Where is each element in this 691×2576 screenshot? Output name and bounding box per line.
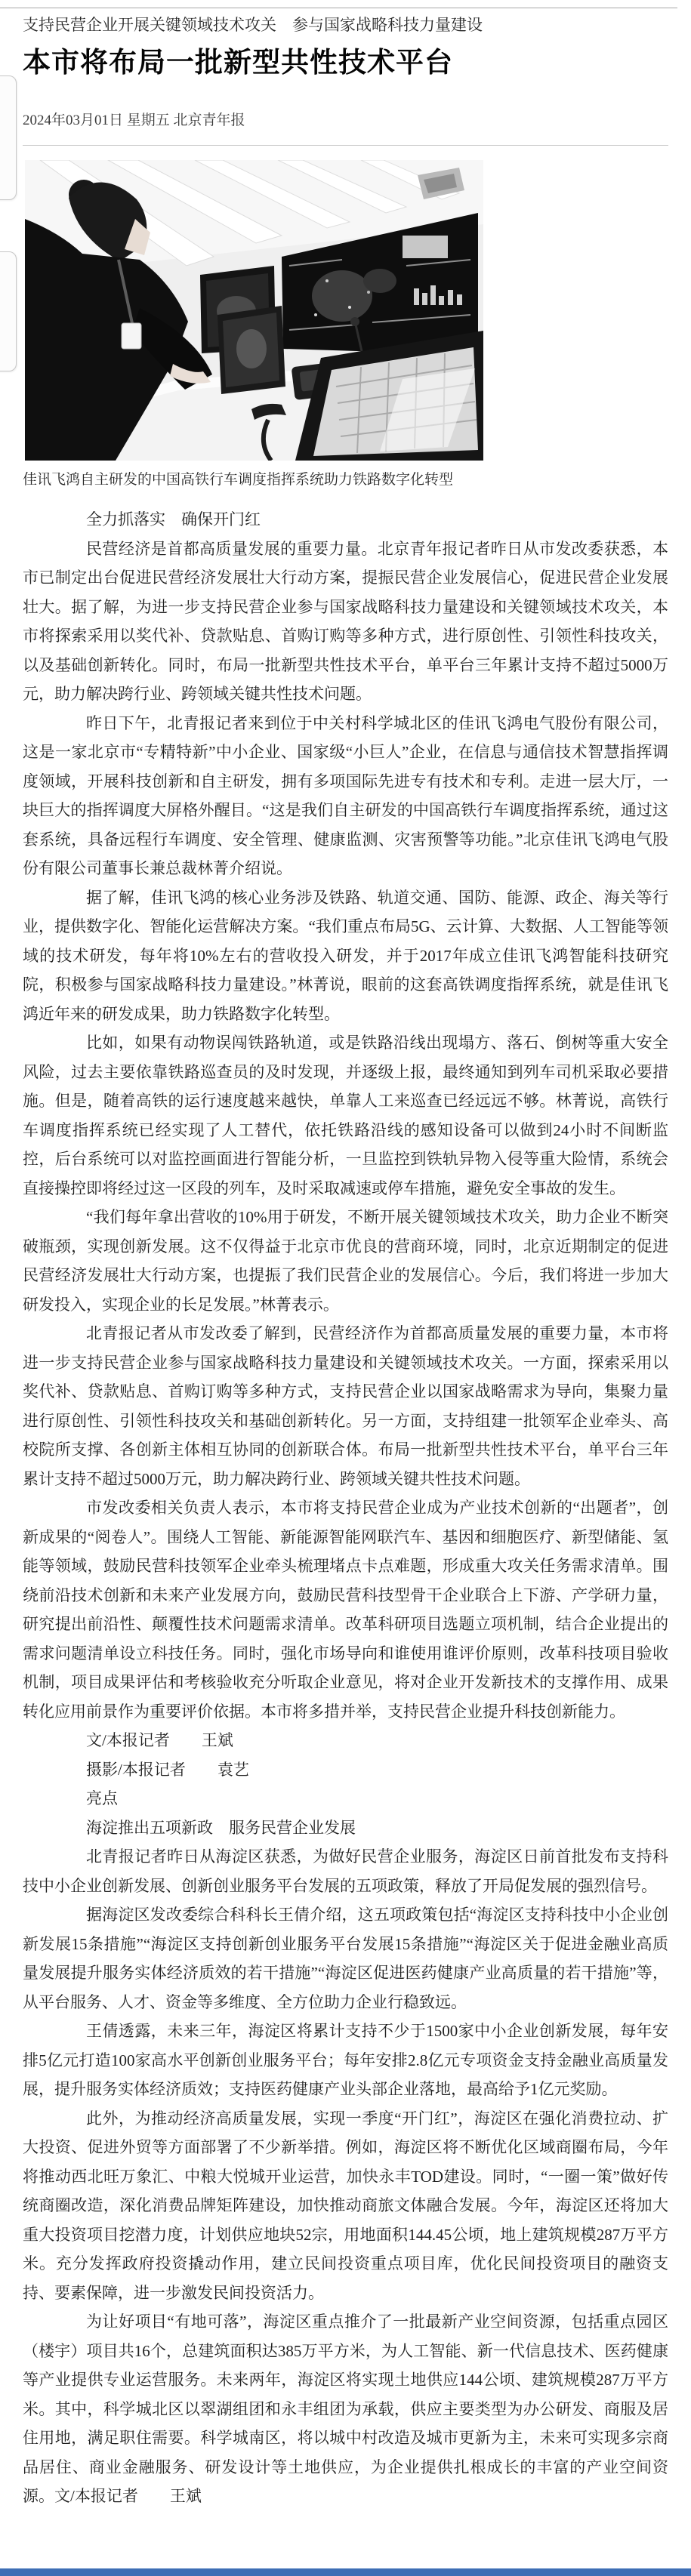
dateline: 2024年03月01日 星期五 北京青年报 bbox=[23, 112, 245, 128]
kicker: 支持民营企业开展关键领域技术攻关 参与国家战略科技力量建设 bbox=[23, 16, 483, 34]
control-room-photo-illustration bbox=[25, 160, 483, 461]
paragraph: 据了解，佳讯飞鸿的核心业务涉及铁路、轨道交通、国防、能源、政企、海关等行业，提供数字化、智能化运营解决方案。“我们重点布局5G、云计算、大数据、人工智能等领域的技术研发，每年将10%左右的营收投入研发，并于2017年成立佳讯飞鸿智能科技研究院，积极参与国家战略科技力量建设。”林菁说，眼前的这套高铁调度指挥系统，就是佳讯飞鸿近年来的研发成果，助力铁路数字化转型。 bbox=[23, 888, 668, 1023]
highlight-subhead: 海淀推出五项新政 服务民营企业发展 bbox=[86, 1818, 356, 1837]
paragraph: 市发改委相关负责人表示，本市将支持民营企业成为产业技术创新的“出题者”，创新成果的“阅卷人”。围绕人工智能、新能源智能网联汽车、基因和细胞医疗、新型储能、氢能等领域，鼓励民营科技领军企业牵头梳理堵点卡点难题，形成重大攻关任务需求清单。围绕前沿技术创新和未来产业发展方向，鼓励民营科技型骨干企业联合上下游、产学研力量，研究提出前沿性、颠覆性技术问题需求清单。改革科研项目选题立项机制，结合企业提出的需求问题清单设立科技任务。同时，强化市场导向和谁使用谁评价原则，改革科技项目验收机制，项目成果评估和考核验收充分听取企业意见，将对企业开发新技术的支撑作用、成果转化应用前景作为重要评价依据。本市将多措并举，支持民营企业提升科技创新能力。 bbox=[23, 1499, 668, 1721]
article-photo bbox=[25, 160, 483, 461]
paragraph: “我们每年拿出营收的10%用于研发，不断开展关键领域技术攻关，助力企业不断突破瓶颈，实现创新发展。这不仅得益于北京市优良的营商环境，同时，北京近期制定的促进民营经济发展壮大行动方案，也提振了我们民营企业的发展信心。今后，我们将进一步加大研发投入，实现企业的长足发展。”林菁表示。 bbox=[23, 1208, 668, 1314]
paragraph: 昨日下午，北青报记者来到位于中关村科学城北区的佳讯飞鸿电气股份有限公司，这是一家北京市“专精特新”中小企业、国家级“小巨人”企业，在信息与通信技术智慧指挥调度领域，开展科技创新和自主研发，拥有多项国际先进专有技术和专利。走进一层大厅，一块巨大的指挥调度大屏格外醒目。“这是我们自主研发的中国高铁行车调度指挥系统，通过这套系统，具备远程行车调度、安全管理、健康监测、灾害预警等功能。”北京佳讯飞鸿电气股份有限公司董事长兼总裁林菁介绍说。 bbox=[23, 713, 668, 877]
header-divider bbox=[23, 145, 668, 146]
subhead: 全力抓落实 确保开门红 bbox=[86, 510, 261, 528]
paragraph: 北青报记者从市发改委了解到，民营经济作为首都高质量发展的重要力量，本市将进一步支持民营企业参与国家战略科技力量建设和关键领域技术攻关。一方面，探索采用以奖代补、贷款贴息、首购订购等多种方式，支持民营企业以国家战略需求为导向，集聚力量进行原创性、引领性科技攻关和基础创新转化。另一方面，支持组建一批领军企业牵头、高校院所支撑、各创新主体相互协同的创新联合体。布局一批新型共性技术平台，单平台三年累计支持不超过5000万元，助力解决跨行业、跨领域关键共性技术问题。 bbox=[23, 1324, 668, 1488]
byline-text: 文/本报记者 王斌 bbox=[86, 1731, 233, 1749]
side-toolbar-button-2[interactable] bbox=[0, 251, 17, 371]
paragraph: 北青报记者昨日从海淀区获悉，为做好民营企业服务，海淀区日前首批发布支持科技中小企业创新发展、创新创业服务平台发展的五项政策，释放了开局促发展的强烈信号。 bbox=[23, 1847, 668, 1895]
main-paragraphs bbox=[23, 535, 668, 1727]
byline-photo: 摄影/本报记者 袁艺 bbox=[86, 1760, 249, 1779]
article-content bbox=[0, 15, 691, 2511]
photo-caption: 佳讯飞鸿自主研发的中国高铁行车调度指挥系统助力铁路数字化转型 bbox=[23, 472, 454, 488]
highlight-label: 亮点 bbox=[86, 1789, 118, 1807]
paragraph: 比如，如果有动物误闯铁路轨道，或是铁路沿线出现塌方、落石、倒树等重大安全风险，过去主要依靠铁路巡查员的及时发现，并逐级上报，最终通知到列车司机采取必要措施。但是，随着高铁的运行速度越来越快，单靠人工来巡查已经远远不够。林菁说，高铁行车调度指挥系统已经实现了人工替代，依托铁路沿线的感知设备可以做到24小时不间断监控，后台系统可以对监控画面进行智能分析，一旦监控到铁轨异物入侵等重大险情，系统会直接操控即将经过这一区段的列车，及时采取减速或停车措施，避免安全事故的发生。 bbox=[23, 1034, 668, 1197]
article-body bbox=[23, 505, 668, 2511]
side-toolbar-button-1[interactable] bbox=[0, 75, 17, 200]
highlight-paragraphs bbox=[23, 1842, 668, 2511]
paragraph: 据海淀区发改委综合科科长王倩介绍，这五项政策包括“海淀区支持科技中小企业创新发展15条措施”“海淀区支持创新创业服务平台发展15条措施”“海淀区关于促进金融业高质量发展提升服务实体经济质效的若干措施”“海淀区促进医药健康产业高质量的若干措施”等，从平台服务、人才、资金等多维度、全方位助力企业行稳致远。 bbox=[23, 1906, 668, 2011]
paragraph: 为让好项目“有地可落”，海淀区重点推介了一批最新产业空间资源，包括重点园区（楼宇）项目共16个，总建筑面积达385万平方米，为人工智能、新一代信息技术、医药健康等产业提供专业运营服务。未来两年，海淀区将实现土地供应144公顷、建筑规模287万平方米。其中，科学城北区以翠湖组团和永丰组团为承载，供应主要类型为办公研发、商服及居住用地，满足职住需要。科学城南区，将以城中村改造及城市更新为主，未来可实现多宗商品居住、商业金融服务、研发设计等土地供应，为企业提供扎根成长的丰富的产业空间资源。文/本报记者 王斌 bbox=[23, 2313, 668, 2505]
bottom-accent-bar bbox=[0, 2568, 691, 2576]
page-title: 本市将布局一批新型共性技术平台 bbox=[23, 48, 453, 79]
paragraph: 此外，为推动经济高质量发展，实现一季度“开门红”，海淀区在强化消费拉动、扩大投资、促进外贸等方面部署了不少新举措。例如，海淀区将不断优化区域商圈布局，今年将推动西北旺万象汇、中粮大悦城开业运营，加快永丰TOD建设。同时，“一圈一策”做好传统商圈改造，深化消费品牌矩阵建设，加快推动商旅文体融合发展。今年，海淀区还将加大重大投资项目挖潜力度，计划供应地块52宗，用地面积144.45公顷，地上建筑规模287万平方米。充分发挥政府投资撬动作用，建立民间投资重点项目库，优化民间投资项目的融资支持、要素保障，进一步激发民间投资活力。 bbox=[23, 2109, 668, 2302]
paragraph: 王倩透露，未来三年，海淀区将累计支持不少于1500家中小企业创新发展，每年安排5亿元打造100家高水平创新创业服务平台；每年安排2.8亿元专项资金支持金融业高质量发展，提升服务实体经济质效；支持医药健康产业头部企业落地，最高给予1亿元奖励。 bbox=[23, 2022, 668, 2098]
paragraph: 民营经济是首都高质量发展的重要力量。北京青年报记者昨日从市发改委获悉，本市已制定出台促进民营经济发展壮大行动方案，提振民营企业发展信心，促进民营企业发展壮大。据了解，为进一步支持民营企业参与国家战略科技力量建设和关键领域技术攻关，本市将探索采用以奖代补、贷款贴息、首购订购等多种方式，进行原创性、引领性科技攻关，以及基础创新转化。同时，布局一批新型共性技术平台，单平台三年累计支持不超过5000万元，助力解决跨行业、跨领域关键共性技术问题。 bbox=[23, 539, 668, 703]
